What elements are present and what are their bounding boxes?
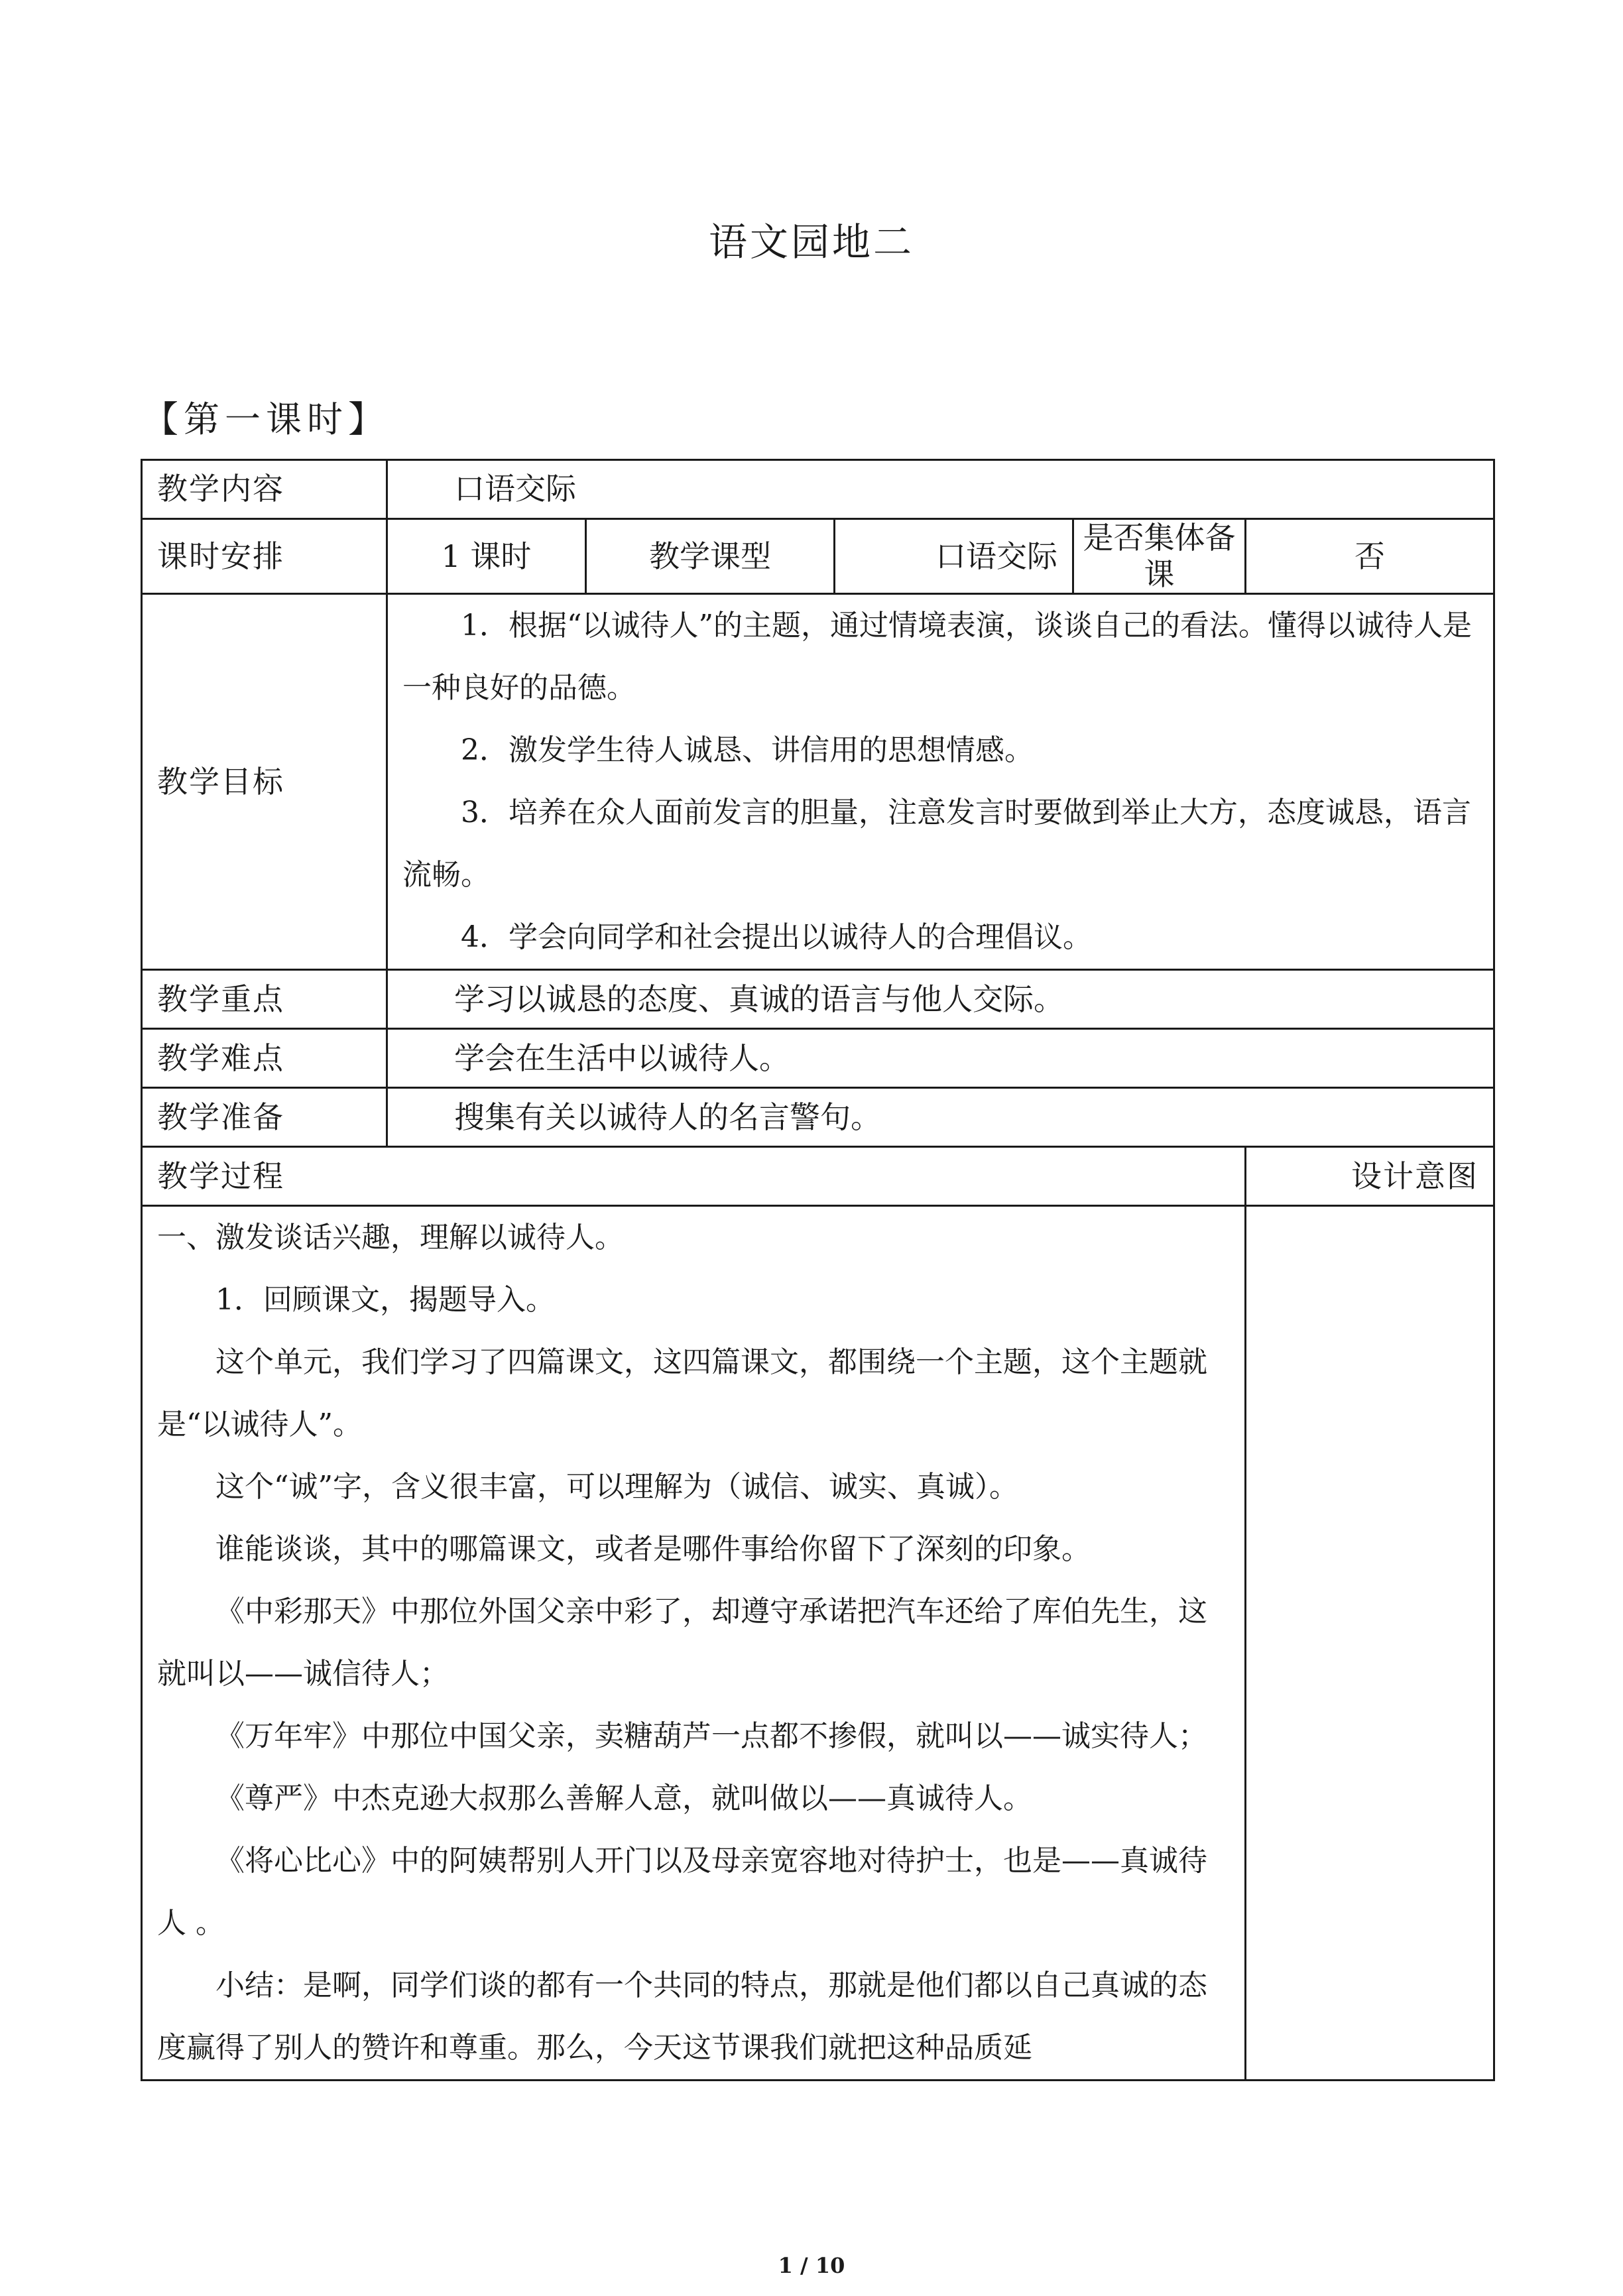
row-content: [142, 460, 1494, 519]
process-paragraph: 《中彩那天》中那位外国父亲中彩了，却遵守承诺把汽车还给了库伯先生，这就叫以——诚信待人；: [157, 1595, 1207, 1691]
goal-item: 2．激发学生待人诚恳、讲信用的思想情感。: [461, 733, 1034, 768]
collective-value: 否: [1246, 519, 1494, 594]
prep-label: 教学准备: [142, 1088, 387, 1147]
type-value: 口语交际: [835, 519, 1073, 594]
content-label: 教学内容: [142, 460, 387, 519]
process-paragraph: 小结：是啊，同学们谈的都有一个共同的特点，那就是他们都以自己真诚的态度赢得了别人的赞许和尊重。那么，今天这节课我们就把这种品质延: [157, 1968, 1207, 2065]
goal-item: 1．根据“以诚待人”的主题，通过情境表演，谈谈自己的看法。懂得以诚待人是一种良好的品德。: [402, 609, 1472, 705]
prep-value: 搜集有关以诚待人的名言警句。: [387, 1088, 1494, 1147]
row-prep: [142, 1088, 1494, 1147]
process-body: [142, 1206, 1246, 2081]
process-paragraph: 1．回顾课文，揭题导入。: [215, 1283, 555, 1317]
schedule-label: 课时安排: [142, 519, 387, 594]
row-difficulty: [142, 1029, 1494, 1088]
schedule-value: 1 课时: [387, 519, 586, 594]
intent-body: [1246, 1206, 1494, 2081]
row-goals: [142, 594, 1494, 970]
goal-item: 3．培养在众人面前发言的胆量，注意发言时要做到举止大方，态度诚恳，语言流畅。: [402, 796, 1471, 892]
process-label: 教学过程: [142, 1147, 1246, 1206]
focus-label: 教学重点: [142, 970, 387, 1029]
type-label: 教学课型: [586, 519, 835, 594]
page-number: 1 / 10: [778, 2253, 845, 2278]
session-label: 【第一课时】: [143, 398, 389, 440]
content-value: 口语交际: [387, 460, 1494, 519]
difficulty-label: 教学难点: [142, 1029, 387, 1088]
process-paragraph: 这个“诚”字，含义很丰富，可以理解为（诚信、诚实、真诚）。: [215, 1470, 1018, 1504]
process-paragraph: 《尊严》中杰克逊大叔那么善解人意，就叫做以——真诚待人。: [215, 1782, 1032, 1816]
process-paragraph: 这个单元，我们学习了四篇课文，这四篇课文，都围绕一个主题，这个主题就是“以诚待人”。: [157, 1345, 1207, 1442]
goals-label: 教学目标: [142, 594, 387, 970]
row-process-body: [142, 1206, 1494, 2081]
intent-label: 设计意图: [1246, 1147, 1494, 1206]
lesson-plan-table: [141, 459, 1495, 2081]
row-schedule: [142, 519, 1494, 594]
focus-value: 学习以诚恳的态度、真诚的语言与他人交际。: [387, 970, 1494, 1029]
row-process-header: [142, 1147, 1494, 1206]
difficulty-value: 学会在生活中以诚待人。: [387, 1029, 1494, 1088]
row-focus: [142, 970, 1494, 1029]
collective-label: 是否集体备课: [1073, 519, 1246, 594]
process-paragraph: 谁能谈谈，其中的哪篇课文，或者是哪件事给你留下了深刻的印象。: [215, 1532, 1091, 1567]
goal-item: 4．学会向同学和社会提出以诚待人的合理倡议。: [461, 920, 1092, 955]
process-paragraph: 《万年牢》中那位中国父亲，卖糖葫芦一点都不掺假，就叫以——诚实待人；: [215, 1719, 1207, 1754]
process-paragraph: 《将心比心》中的阿姨帮别人开门以及母亲宽容地对待护士，也是——真诚待人 。: [157, 1844, 1207, 1941]
process-paragraph: 一、激发谈话兴趣，理解以诚待人。: [157, 1221, 624, 1255]
goals-list: [387, 594, 1494, 970]
document-title: 语文园地二: [708, 219, 914, 265]
